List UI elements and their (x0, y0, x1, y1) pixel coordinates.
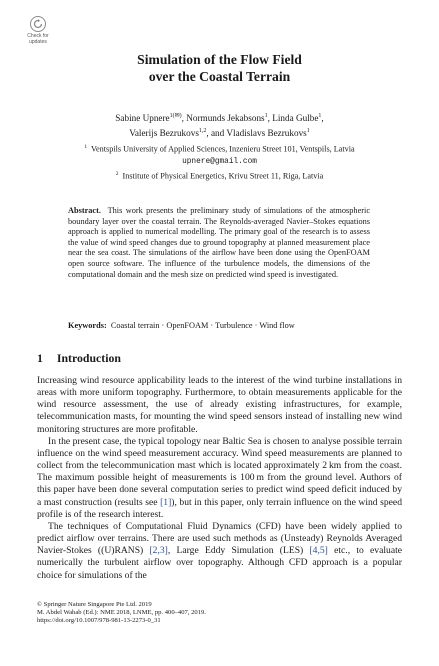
title-line2: over the Coastal Terrain (148, 69, 291, 84)
abstract (68, 206, 370, 280)
abstract-label: Abstract. (68, 206, 101, 215)
check-for-updates-badge[interactable] (22, 16, 54, 50)
paragraph-1: Increasing wind resource applicability leads to the interest of the wind turbine installations in areas with more uniform topography. Furthermore, to obtain measurements applicable for the wind resource assessment, the use of already existing infrastructures, for example, telecommunication masts, for mounting the wind speed sensors instead of installing new wind monitoring structures are more profitable. (37, 375, 402, 435)
author-sup: 1 (264, 113, 268, 119)
keywords (68, 321, 370, 332)
author-sup: 1 (318, 113, 322, 119)
section-title: Introduction (56, 351, 121, 365)
copyright-footer (37, 601, 402, 626)
section-heading (37, 351, 121, 366)
refresh-icon (30, 16, 46, 32)
affil-sup: 1 (84, 144, 88, 150)
p2-text-b: ), but in this paper, only terrain influence on the wind speed profile is of the research interest. (37, 496, 402, 520)
author-list (0, 110, 439, 139)
affiliation-2: Institute of Physical Energetics, Krivu Street 11, Riga, Latvia (122, 171, 324, 181)
keywords-text: Coastal terrain · OpenFOAM · Turbulence · Wind flow (110, 321, 295, 330)
badge-line1: Check for (27, 33, 49, 39)
author-sup: 1,2 (198, 127, 207, 134)
doi-link[interactable]: https://doi.org/10.1007/978-981-13-2273-0_31 (37, 617, 161, 625)
paragraph-2 (37, 436, 402, 521)
badge-line2: updates (29, 39, 47, 45)
affil-sup: 2 (115, 170, 119, 177)
author-sup: 1 (306, 127, 310, 134)
author-name[interactable]: , and Vladislavs Bezrukovs (206, 127, 307, 138)
email-link[interactable]: upnere@gmail.com (182, 157, 257, 166)
author-name[interactable]: , Linda Gulbe (267, 113, 319, 124)
citation-link[interactable]: [4,5] (309, 545, 328, 557)
affiliation-1: Ventspils University of Applied Sciences, Inzenieru Street 101, Ventspils, Latvia (91, 144, 355, 154)
author-sup: 1(✉) (169, 113, 182, 119)
keywords-label: Keywords: (68, 321, 107, 330)
citation-line: M. Abdel Wahab (Ed.): NME 2018, LNME, pp. 400–407, 2019. (37, 609, 206, 617)
p3-text-c: etc., to evaluate numerically the turbulent airflow over topography. Although CFD approach is a popular choice for simulations of the (37, 545, 402, 581)
abstract-text: This work presents the preliminary study of simulations of the atmospheric boundary layer over the coastal terrain. The Reynolds-averaged Navier–Stokes equations approach is applied to numerical modelling. The primary goal of the research is to assess the value of wind speed changes due to ground topography at planned measurement place near the sea coast. The simulations of the airflow have been done using the OpenFOAM open source software. The influence of the turbulence models, the dimensions of the computational domain and the mesh size on predicted wind speed is investigated. (68, 206, 370, 279)
copyright-line: © Springer Nature Singapore Pte Ltd. 2019 (37, 601, 152, 608)
title-line1: Simulation of the Flow Field (137, 52, 302, 67)
author-name[interactable]: , Normunds Jekabsons (181, 113, 265, 124)
paper-title (0, 51, 439, 85)
section-number: 1 (37, 351, 43, 365)
body-text (37, 375, 402, 582)
citation-link[interactable]: [2,3] (149, 545, 168, 557)
citation-link[interactable]: [1] (160, 496, 172, 508)
p3-text-a: The techniques of Computational Fluid Dynamics (CFD) have been widely applied to predict airflow over terrains. There are used such methods as (Unsteady) Reynolds Averaged Navier-Stokes ((U)RANS) (37, 520, 402, 557)
author-sep: , (321, 113, 324, 124)
author-name[interactable]: Valerijs Bezrukovs (129, 127, 199, 138)
p2-text-a: In the present case, the typical topology near Baltic Sea is chosen to analyse possible terrain influence on the wind speed measurement accuracy. Wind speed measurements are planned to collect from the telecommunication mast which is located approximately 2 km from the coast. The maximum possible height of measurements is 100 m from the ground level. Authors of this paper have been done several computation series to predict wind speed deficit induced by a mast construction (results see (37, 435, 402, 508)
paragraph-3 (37, 521, 402, 582)
affiliations (0, 141, 439, 182)
author-name[interactable]: Sabine Upnere (115, 113, 170, 124)
p3-text-b: , Large Eddy Simulation (LES) (167, 545, 310, 557)
